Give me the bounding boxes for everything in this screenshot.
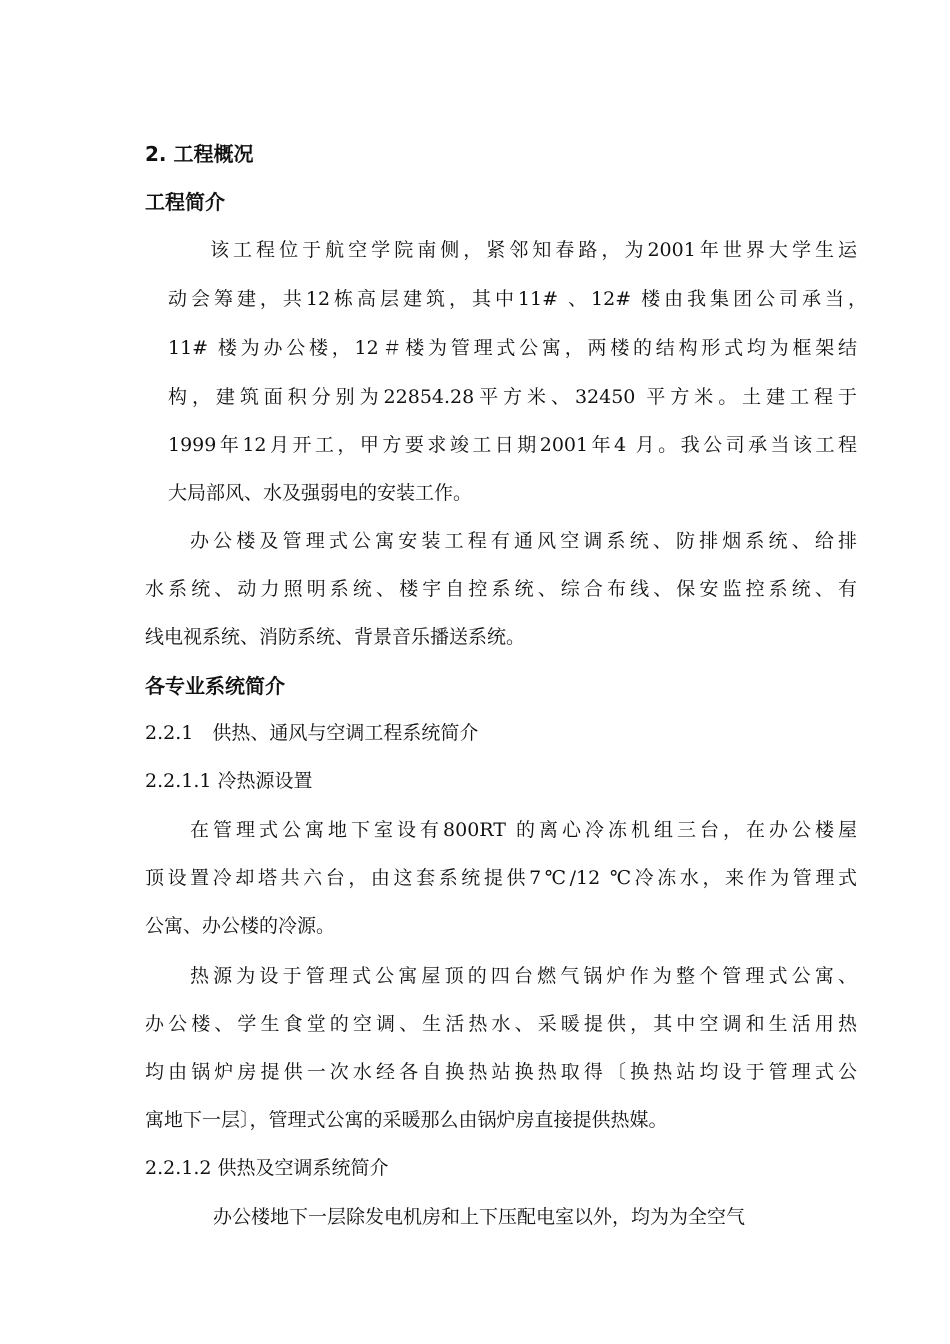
- intro-line-5: 1999年12月开工，甲方要求竣工日期2001年4 月。我公司承当该工程: [168, 434, 857, 456]
- cold-source-line-2: 顶设置冷却塔共六台，由这套系统提供7℃/12 ℃冷冻水，来作为管理式: [145, 867, 857, 889]
- cold-source-line-1: 在管理式公寓地下室设有800RT 的离心冷冻机组三台，在办公楼屋: [190, 819, 857, 841]
- heat-source-line-1: 热源为设于管理式公寓屋顶的四台燃气锅炉作为整个管理式公寓、: [190, 965, 857, 987]
- section-heading-systems: 各专业系统简介: [145, 674, 285, 698]
- section-heading-intro: 工程简介: [145, 190, 225, 214]
- intro-line-6: 大局部风、水及强弱电的安装工作。: [168, 482, 473, 504]
- systems-line-2: 水系统、动力照明系统、楼宇自控系统、综合布线、保安监控系统、有: [145, 578, 857, 600]
- subsection-2-2-1-2: 2.2.1.2 供热及空调系统简介: [145, 1157, 389, 1179]
- section-heading-overview: 2. 工程概况: [145, 142, 254, 166]
- intro-line-2: 动会筹建，共12栋高层建筑，其中11# 、12# 楼由我集团公司承当，: [168, 288, 867, 310]
- systems-line-3: 线电视系统、消防系统、背景音乐播送系统。: [145, 626, 526, 648]
- heat-source-line-3: 均由锅炉房提供一次水经各自换热站换热取得〔换热站均设于管理式公: [145, 1061, 857, 1083]
- intro-line-1: 该工程位于航空学院南侧，紧邻知春路，为2001年世界大学生运: [210, 239, 857, 261]
- cold-source-line-3: 公寓、办公楼的冷源。: [145, 915, 336, 937]
- ac-system-line-1: 办公楼地下一层除发电机房和上下压配电室以外，均为为全空气: [213, 1206, 746, 1228]
- intro-line-4: 构，建筑面积分别为22854.28平方米、32450 平方米。土建工程于: [168, 386, 857, 408]
- systems-line-1: 办公楼及管理式公寓安装工程有通风空调系统、防排烟系统、给排: [190, 530, 857, 552]
- heat-source-line-2: 办公楼、学生食堂的空调、生活热水、采暖提供，其中空调和生活用热: [145, 1013, 857, 1035]
- intro-line-3: 11# 楼为办公楼，12＃楼为管理式公寓，两楼的结构形式均为框架结: [168, 337, 857, 359]
- subsection-2-2-1: 2.2.1 供热、通风与空调工程系统简介: [145, 722, 479, 744]
- subsection-2-2-1-1: 2.2.1.1 冷热源设置: [145, 770, 313, 792]
- heat-source-line-4: 寓地下一层〕，管理式公寓的采暖那么由锅炉房直接提供热媒。: [145, 1109, 668, 1131]
